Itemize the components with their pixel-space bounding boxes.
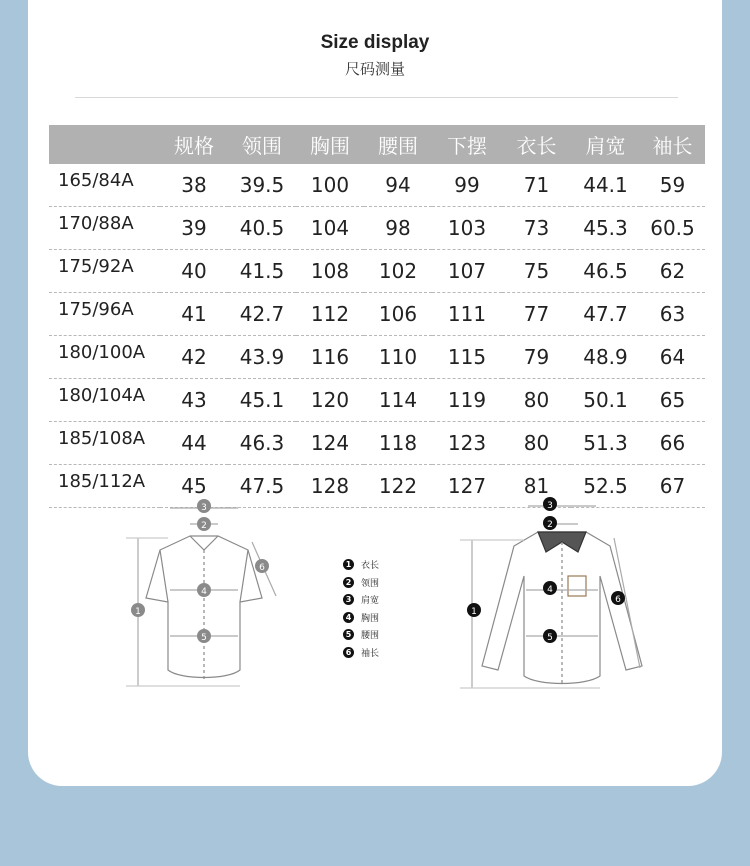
measurement-cell: 111: [432, 293, 502, 336]
measurement-cell: 52.5: [571, 465, 640, 508]
legend-number-icon: 1: [343, 559, 354, 570]
measurement-cell: 100: [296, 164, 364, 207]
measurement-cell: 119: [432, 379, 502, 422]
column-header: 规格: [160, 125, 228, 164]
svg-text:6: 6: [615, 595, 621, 605]
measurement-cell: 66: [640, 422, 705, 465]
column-header: 领围: [228, 125, 296, 164]
measurement-cell: 38: [160, 164, 228, 207]
size-label-cell: 185/108A: [49, 422, 160, 465]
measurement-cell: 47.7: [571, 293, 640, 336]
measurement-cell: 46.3: [228, 422, 296, 465]
table-row: [49, 379, 705, 422]
measurement-cell: 43.9: [228, 336, 296, 379]
measurement-cell: 110: [364, 336, 432, 379]
measurement-cell: 114: [364, 379, 432, 422]
size-label-cell: 175/92A: [49, 250, 160, 293]
column-header: 衣长: [502, 125, 571, 164]
svg-text:5: 5: [201, 633, 207, 643]
legend-label: 衣长: [361, 561, 380, 572]
size-label-cell: 185/112A: [49, 465, 160, 508]
measurement-cell: 44.1: [571, 164, 640, 207]
legend-item: [343, 609, 379, 627]
table-header-row: [49, 125, 705, 164]
svg-text:3: 3: [201, 503, 207, 513]
measurement-cell: 63: [640, 293, 705, 336]
measurement-cell: 124: [296, 422, 364, 465]
svg-text:2: 2: [547, 520, 553, 530]
size-table: [49, 125, 705, 508]
measurement-cell: 45: [160, 465, 228, 508]
size-label-cell: 175/96A: [49, 293, 160, 336]
table-row: [49, 207, 705, 250]
measurement-cell: 42.7: [228, 293, 296, 336]
legend-item: [343, 644, 379, 662]
column-header: 下摆: [432, 125, 502, 164]
measurement-cell: 47.5: [228, 465, 296, 508]
measurement-cell: 123: [432, 422, 502, 465]
measurement-cell: 73: [502, 207, 571, 250]
measurement-cell: 71: [502, 164, 571, 207]
legend-label: 腰围: [361, 631, 380, 642]
measurement-cell: 44: [160, 422, 228, 465]
measurement-cell: 81: [502, 465, 571, 508]
measurement-cell: 99: [432, 164, 502, 207]
divider: [75, 97, 678, 98]
column-header: 腰围: [364, 125, 432, 164]
measurement-cell: 40: [160, 250, 228, 293]
measurement-cell: 67: [640, 465, 705, 508]
measurement-cell: 80: [502, 379, 571, 422]
measurement-cell: 128: [296, 465, 364, 508]
column-header: 肩宽: [571, 125, 640, 164]
size-label-cell: 180/104A: [49, 379, 160, 422]
svg-text:2: 2: [201, 521, 207, 531]
measurement-cell: 39.5: [228, 164, 296, 207]
legend-label: 胸围: [361, 613, 380, 624]
measurement-cell: 127: [432, 465, 502, 508]
short-sleeve-shirt-illustration: [126, 508, 276, 686]
measurement-cell: 45.1: [228, 379, 296, 422]
size-label-cell: 180/100A: [49, 336, 160, 379]
table-row: [49, 293, 705, 336]
measurement-cell: 75: [502, 250, 571, 293]
measurement-cell: 45.3: [571, 207, 640, 250]
page-title: Size display: [320, 32, 430, 53]
column-header: 胸围: [296, 125, 364, 164]
legend-number-icon: 4: [343, 612, 354, 623]
measurement-cell: 50.1: [571, 379, 640, 422]
measurement-cell: 65: [640, 379, 705, 422]
legend-number-icon: 6: [343, 647, 354, 658]
svg-text:6: 6: [259, 563, 265, 573]
measurement-cell: 41: [160, 293, 228, 336]
svg-text:1: 1: [471, 607, 477, 617]
measurement-cell: 51.3: [571, 422, 640, 465]
size-label-cell: 165/84A: [49, 164, 160, 207]
measurement-cell: 102: [364, 250, 432, 293]
svg-text:3: 3: [547, 501, 553, 511]
measurement-cell: 94: [364, 164, 432, 207]
measurement-cell: 59: [640, 164, 705, 207]
legend-number-icon: 2: [343, 577, 354, 588]
measurement-cell: 46.5: [571, 250, 640, 293]
legend-label: 袖长: [361, 648, 380, 659]
measurement-cell: 104: [296, 207, 364, 250]
measurement-cell: 108: [296, 250, 364, 293]
legend-label: 领围: [361, 578, 380, 589]
legend-item: [343, 574, 379, 592]
measurement-cell: 106: [364, 293, 432, 336]
table-row: [49, 422, 705, 465]
measurement-cell: 43: [160, 379, 228, 422]
measurement-legend: [343, 556, 379, 661]
measurement-cell: 120: [296, 379, 364, 422]
measurement-cell: 116: [296, 336, 364, 379]
measurement-cell: 60.5: [640, 207, 705, 250]
svg-text:1: 1: [135, 607, 141, 617]
page-subtitle: 尺码测量: [344, 60, 405, 78]
measurement-cell: 103: [432, 207, 502, 250]
table-row: [49, 336, 705, 379]
svg-text:4: 4: [201, 587, 207, 597]
measurement-cell: 115: [432, 336, 502, 379]
legend-number-icon: 5: [343, 629, 354, 640]
measurement-cell: 77: [502, 293, 571, 336]
measurement-cell: 112: [296, 293, 364, 336]
measurement-cell: 64: [640, 336, 705, 379]
table-row: [49, 164, 705, 207]
table-row: [49, 250, 705, 293]
column-header: [49, 125, 160, 164]
measurement-cell: 41.5: [228, 250, 296, 293]
legend-item: [343, 556, 379, 574]
legend-item: [343, 591, 379, 609]
measurement-cell: 48.9: [571, 336, 640, 379]
measurement-cell: 42: [160, 336, 228, 379]
measurement-cell: 118: [364, 422, 432, 465]
legend-label: 肩宽: [361, 596, 380, 607]
measurement-cell: 39: [160, 207, 228, 250]
size-label-cell: 170/88A: [49, 207, 160, 250]
measurement-cell: 40.5: [228, 207, 296, 250]
measurement-cell: 107: [432, 250, 502, 293]
measurement-cell: 62: [640, 250, 705, 293]
measurement-cell: 122: [364, 465, 432, 508]
svg-text:4: 4: [547, 585, 553, 595]
measurement-cell: 79: [502, 336, 571, 379]
column-header: 袖长: [640, 125, 705, 164]
legend-number-icon: 3: [343, 594, 354, 605]
measurement-cell: 98: [364, 207, 432, 250]
measurement-cell: 80: [502, 422, 571, 465]
svg-text:5: 5: [547, 633, 553, 643]
legend-item: [343, 626, 379, 644]
